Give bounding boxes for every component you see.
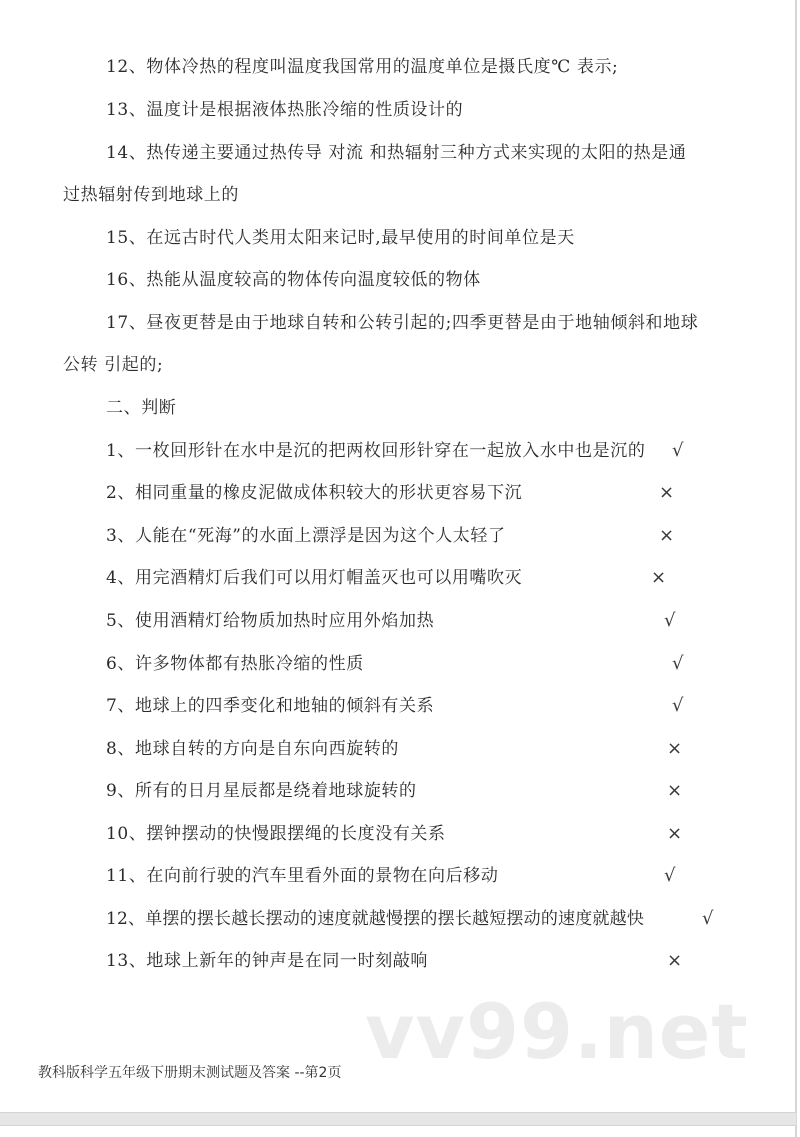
check-mark-icon: √: [664, 865, 676, 886]
answer-line-15: 15、在远古时代人类用太阳来记时,最早使用的时间单位是天: [106, 228, 575, 248]
cross-mark-icon: ×: [667, 950, 683, 971]
check-mark-icon: √: [672, 695, 684, 716]
judgement-item-8: 8、地球自转的方向是自东向西旋转的: [106, 739, 400, 759]
check-mark-icon: √: [672, 653, 684, 674]
judgement-item-9: 9、所有的日月星辰都是绕着地球旋转的: [106, 781, 417, 801]
answer-line-14: 14、热传递主要通过热传导 对流 和热辐射三种方式来实现的太阳的热是通: [106, 143, 687, 163]
answer-line-16: 16、热能从温度较高的物体传向温度较低的物体: [106, 270, 481, 290]
judgement-item-7: 7、地球上的四季变化和地轴的倾斜有关系: [106, 696, 435, 716]
cross-mark-icon: ×: [651, 567, 667, 588]
judgement-item-1: 1、一枚回形针在水中是沉的把两枚回形针穿在一起放入水中也是沉的: [106, 441, 646, 461]
check-mark-icon: √: [664, 610, 676, 631]
cross-mark-icon: ×: [667, 738, 683, 759]
judgement-item-13: 13、地球上新年的钟声是在同一时刻敲响: [106, 951, 429, 971]
answer-line-17-cont: 公转 引起的;: [63, 355, 164, 375]
judgement-item-2: 2、相同重量的橡皮泥做成体积较大的形状更容易下沉: [106, 483, 523, 503]
judgement-item-6: 6、许多物体都有热胀冷缩的性质: [106, 654, 364, 674]
footer-title: 教科版科学五年级下册期末测试题及答案 --第2页: [38, 1065, 342, 1081]
page-separator-band: [0, 1112, 796, 1126]
judgement-item-11: 11、在向前行驶的汽车里看外面的景物在向后移动: [106, 866, 499, 886]
check-mark-icon: √: [702, 908, 714, 929]
cross-mark-icon: ×: [659, 525, 675, 546]
cross-mark-icon: ×: [667, 823, 683, 844]
judgement-item-3: 3、人能在“死海”的水面上漂浮是因为这个人太轻了: [106, 526, 506, 546]
watermark: vv99.net: [365, 987, 749, 1076]
judgement-item-12: 12、单摆的摆长越长摆动的速度就越慢摆的摆长越短摆动的速度就越快: [106, 909, 645, 929]
answer-line-13: 13、温度计是根据液体热胀冷缩的性质设计的: [106, 100, 464, 120]
judgement-item-4: 4、用完酒精灯后我们可以用灯帽盖灭也可以用嘴吹灭: [106, 568, 523, 588]
cross-mark-icon: ×: [659, 482, 675, 503]
answer-line-17: 17、昼夜更替是由于地球自转和公转引起的;四季更替是由于地轴倾斜和地球: [106, 313, 699, 333]
judgement-item-5: 5、使用酒精灯给物质加热时应用外焰加热: [106, 611, 435, 631]
section-heading-judgement: 二、判断: [106, 398, 177, 418]
answer-line-14-cont: 过热辐射传到地球上的: [63, 185, 239, 205]
answer-line-12: 12、物体冷热的程度叫温度我国常用的温度单位是摄氏度℃ 表示;: [106, 57, 619, 77]
judgement-item-10: 10、摆钟摆动的快慢跟摆绳的长度没有关系: [106, 824, 446, 844]
page-edge-divider: [795, 0, 797, 1137]
check-mark-icon: √: [672, 440, 684, 461]
cross-mark-icon: ×: [667, 780, 683, 801]
